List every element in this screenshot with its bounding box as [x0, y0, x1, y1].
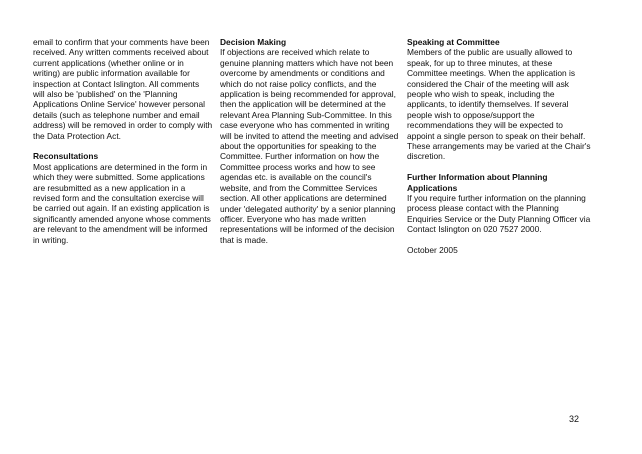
speaking-at-committee-section	[407, 37, 591, 162]
further-information-text: If you require further information on the planning process please contact with the Planning Enquiries Service or the Duty Planning Officer via Contact Islington on 020 7527 2000.	[407, 193, 591, 235]
intro-continuation-section	[33, 37, 213, 141]
document-date: October 2005	[407, 245, 458, 256]
reconsultations-heading: Reconsultations	[33, 151, 99, 162]
decision-making-heading: Decision Making	[220, 37, 287, 47]
decision-making-text: If objections are received which relate to genuine planning matters which have not been overcome by amendments or conditions and which do not raise policy conflicts, and the application is being recommended for approval, then the application will be determined at the relevant Area Planning Sub-Committee. In this case everyone who has commented in writing will be invited to attend the meeting and advised about the opportunities for speaking to the Committee. Further information on how the Committee process works and how to see agendas etc. is available on the council's website, and from the Committee Services section. All other applications are determined under 'delegated authority' by a senior planning officer. Everyone who has made written representations will be informed of the decision that is made.	[220, 47, 399, 245]
text-column-2	[220, 37, 400, 256]
date-section	[407, 245, 591, 255]
text-column-3	[407, 37, 591, 266]
further-information-heading: Further Information about Planning Applications	[407, 172, 548, 193]
intro-continuation-text: email to confirm that your comments have been received. Any written comments received about current applications (whether online or in writing) are public information available for inspection at Contact Islington. All comments will also be 'published' on the 'Planning Applications Online Service' however personal details (such as telephone number and email address) will be removed in order to comply with the Data Protection Act.	[33, 37, 213, 141]
decision-making-section	[220, 37, 400, 245]
further-information-section	[407, 172, 591, 234]
speaking-at-committee-heading: Speaking at Committee	[407, 37, 500, 47]
reconsultations-text: Most applications are determined in the form in which they were submitted. Some applications are resubmitted as a new application in a revised form and the consultation exercise will be carried out again. If an existing application is significantly amended anyone whose comments are relevant to the amendment will be informed in writing.	[33, 161, 211, 245]
speaking-at-committee-text: Members of the public are usually allowed to speak, for up to three minutes, at these Committee meetings. When the application is considered the Chair of the meeting will ask people who wish to speak, including the applicants, to identify themselves. If several people wish to oppose/support the recommendations they will be expected to appoint a single person to speak on their behalf. These arrangements may be varied at the Chair's discretion.	[407, 47, 591, 162]
page-number: 32	[568, 414, 579, 424]
reconsultations-section	[33, 151, 213, 245]
text-column-1	[33, 37, 213, 256]
